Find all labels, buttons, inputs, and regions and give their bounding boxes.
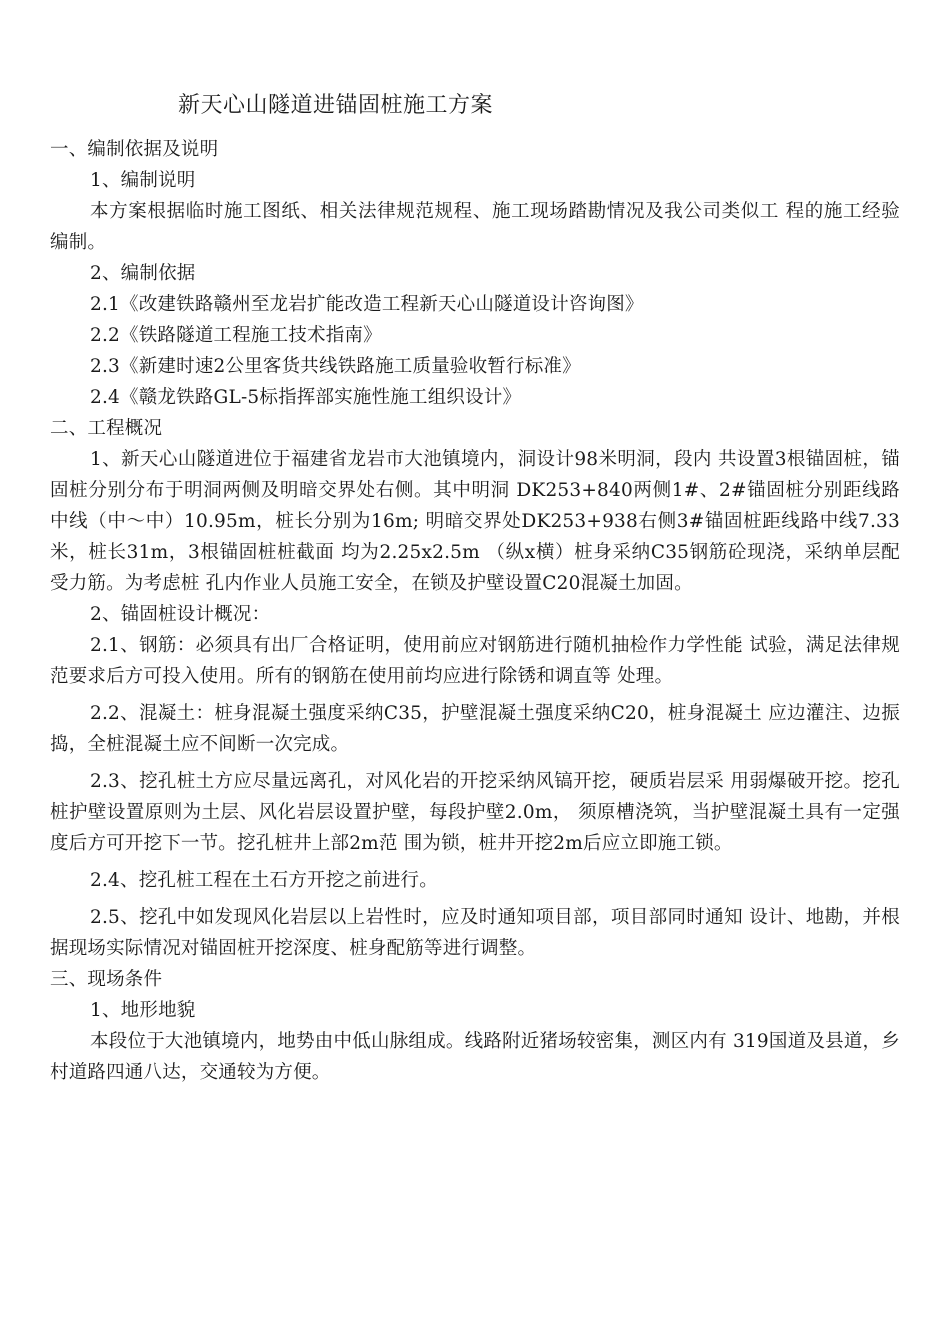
paragraph-excavation: 2.3、挖孔桩土方应尽量远离孔，对风化岩的开挖采纳风镐开挖，硬质岩层采 用弱爆破开挖。挖孔桩护壁设置原则为土层、风化岩层设置护壁，每段护壁2.0m， 须原槽浇筑，当护壁混凝土具有一定强度后方可开挖下一节。挖孔桩井上部2m范 围为锁，桩井开挖2m后应立即施工锁。 <box>50 771 900 854</box>
section-heading-1: 一、编制依据及说明 <box>50 139 219 160</box>
subsection-heading-compile-basis: 2、编制依据 <box>90 263 196 284</box>
basis-item-2-1: 2.1《改建铁路赣州至龙岩扩能改造工程新天心山隧道设计咨询图》 <box>90 294 644 315</box>
paragraph-sequence: 2.4、挖孔桩工程在土石方开挖之前进行。 <box>90 870 438 891</box>
paragraph-rock-notice: 2.5、挖孔中如发现风化岩层以上岩性时，应及时通知项目部，项目部同时通知 设计、地勘，并根据现场实际情况对锚固桩开挖深度、桩身配筋等进行调整。 <box>50 907 900 959</box>
subsection-heading-pile-design: 2、锚固桩设计概况： <box>90 604 271 625</box>
document-page <box>50 88 900 1088</box>
section-heading-2: 二、工程概况 <box>50 418 163 439</box>
basis-item-2-3: 2.3《新建时速2公里客货共线铁路施工质量验收暂行标准》 <box>90 356 581 377</box>
paragraph-concrete: 2.2、混凝土：桩身混凝土强度采纳C35，护壁混凝土强度采纳C20，桩身混凝土 应边灌注、边振捣，全桩混凝土应不间断一次完成。 <box>50 703 900 755</box>
paragraph-compile-notes: 本方案根据临时施工图纸、相关法律规范规程、施工现场踏勘情况及我公司类似工 程的施工经验编制。 <box>50 201 900 253</box>
paragraph-rebar: 2.1、钢筋：必须具有出厂合格证明，使用前应对钢筋进行随机抽检作力学性能 试验，满足法律规范要求后方可投入使用。所有的钢筋在使用前均应进行除锈和调直等 处理。 <box>50 635 900 687</box>
document-title: 新天心山隧道进锚固桩施工方案 <box>178 93 494 118</box>
section-heading-3: 三、现场条件 <box>50 969 163 990</box>
basis-item-2-2: 2.2《铁路隧道工程施工技术指南》 <box>90 325 382 346</box>
paragraph-terrain: 本段位于大池镇境内，地势由中低山脉组成。线路附近猪场较密集，测区内有 319国道及县道，乡村道路四通八达，交通较为方便。 <box>50 1031 900 1083</box>
basis-item-2-4: 2.4《赣龙铁路GL-5标指挥部实施性施工组织设计》 <box>90 387 522 408</box>
subsection-heading-compile-notes: 1、编制说明 <box>90 170 196 191</box>
subsection-heading-terrain: 1、地形地貌 <box>90 1000 196 1021</box>
paragraph-project-overview: 1、新天心山隧道进位于福建省龙岩市大池镇境内，洞设计98米明洞，段内 共设置3根锚固桩，锚固桩分别分布于明洞两侧及明暗交界处右侧。其中明洞 DK253+840两侧1#、2#锚固桩分别距线路中线（中～中）10.95m，桩长分别为16m; 明暗交界处DK253+938右侧3#锚固桩距线路中线7.33米，桩长31m，3根锚固桩桩截面 均为2.25x2.5m （纵x横）桩身采纳C35钢筋砼现浇，采纳单层配受力筋。为考虑桩 孔内作业人员施工安全，在锁及护壁设置C20混凝土加固。 <box>50 449 900 594</box>
